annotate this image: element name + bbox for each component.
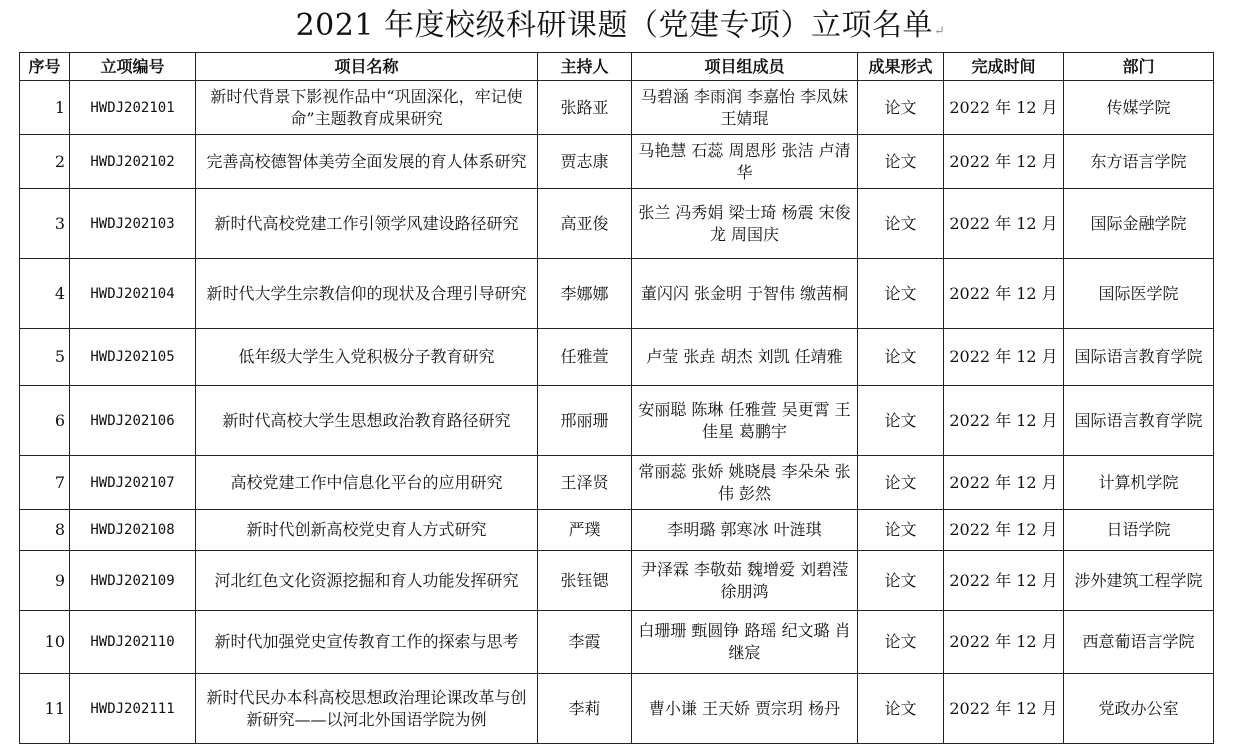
department: 国际医学院 bbox=[1064, 259, 1214, 329]
result-form: 论文 bbox=[858, 674, 944, 744]
project-members: 马碧涵 李雨润 李嘉怡 李凤妹 王婧琨 bbox=[632, 81, 858, 135]
document-title bbox=[0, 6, 1241, 46]
table-row bbox=[20, 81, 1214, 135]
project-code: HWDJ202101 bbox=[70, 81, 196, 135]
project-members: 白珊珊 甄圆铮 路瑶 纪文璐 肖继宸 bbox=[632, 611, 858, 674]
project-name: 高校党建工作中信息化平台的应用研究 bbox=[196, 456, 538, 510]
project-members: 曹小谦 王天娇 贾宗玥 杨丹 bbox=[632, 674, 858, 744]
completion-time: 2022 年 12 月 bbox=[944, 551, 1064, 611]
project-members: 李明璐 郭寒冰 叶涟琪 bbox=[632, 510, 858, 551]
result-form: 论文 bbox=[858, 135, 944, 189]
paragraph-mark-icon: ↵ bbox=[933, 24, 946, 39]
result-form: 论文 bbox=[858, 386, 944, 456]
project-host: 李娜娜 bbox=[538, 259, 632, 329]
result-form: 论文 bbox=[858, 329, 944, 386]
row-number: 1 bbox=[20, 81, 70, 135]
table-row bbox=[20, 259, 1214, 329]
header-cell: 序号 bbox=[20, 53, 70, 81]
completion-time: 2022 年 12 月 bbox=[944, 135, 1064, 189]
table-row bbox=[20, 674, 1214, 744]
completion-time: 2022 年 12 月 bbox=[944, 611, 1064, 674]
project-members: 张兰 冯秀娟 梁士琦 杨震 宋俊龙 周国庆 bbox=[632, 189, 858, 259]
header-cell: 主持人 bbox=[538, 53, 632, 81]
project-members: 卢莹 张垚 胡杰 刘凯 任靖雅 bbox=[632, 329, 858, 386]
document-title-text: 2021 年度校级科研课题（党建专项）立项名单 bbox=[295, 8, 933, 43]
completion-time: 2022 年 12 月 bbox=[944, 329, 1064, 386]
table-row bbox=[20, 135, 1214, 189]
result-form: 论文 bbox=[858, 551, 944, 611]
project-host: 邢丽珊 bbox=[538, 386, 632, 456]
project-name: 完善高校德智体美劳全面发展的育人体系研究 bbox=[196, 135, 538, 189]
department: 传媒学院 bbox=[1064, 81, 1214, 135]
completion-time: 2022 年 12 月 bbox=[944, 259, 1064, 329]
table-header-row bbox=[20, 53, 1214, 81]
project-host: 张钰锶 bbox=[538, 551, 632, 611]
project-code: HWDJ202104 bbox=[70, 259, 196, 329]
result-form: 论文 bbox=[858, 456, 944, 510]
project-host: 王泽贤 bbox=[538, 456, 632, 510]
result-form: 论文 bbox=[858, 611, 944, 674]
table-row bbox=[20, 386, 1214, 456]
project-host: 李莉 bbox=[538, 674, 632, 744]
completion-time: 2022 年 12 月 bbox=[944, 81, 1064, 135]
project-name: 新时代加强党史宣传教育工作的探索与思考 bbox=[196, 611, 538, 674]
project-code: HWDJ202109 bbox=[70, 551, 196, 611]
project-code: HWDJ202107 bbox=[70, 456, 196, 510]
result-form: 论文 bbox=[858, 81, 944, 135]
department: 东方语言学院 bbox=[1064, 135, 1214, 189]
project-name: 新时代民办本科高校思想政治理论课改革与创新研究——以河北外国语学院为例 bbox=[196, 674, 538, 744]
completion-time: 2022 年 12 月 bbox=[944, 674, 1064, 744]
department: 涉外建筑工程学院 bbox=[1064, 551, 1214, 611]
row-number: 2 bbox=[20, 135, 70, 189]
result-form: 论文 bbox=[858, 510, 944, 551]
header-cell: 项目名称 bbox=[196, 53, 538, 81]
row-number: 5 bbox=[20, 329, 70, 386]
project-name: 新时代高校大学生思想政治教育路径研究 bbox=[196, 386, 538, 456]
project-members: 马艳慧 石蕊 周恩彤 张洁 卢清华 bbox=[632, 135, 858, 189]
department: 国际金融学院 bbox=[1064, 189, 1214, 259]
project-host: 张路亚 bbox=[538, 81, 632, 135]
project-code: HWDJ202110 bbox=[70, 611, 196, 674]
header-cell: 立项编号 bbox=[70, 53, 196, 81]
table-row bbox=[20, 510, 1214, 551]
table-row bbox=[20, 456, 1214, 510]
table-row bbox=[20, 551, 1214, 611]
project-code: HWDJ202102 bbox=[70, 135, 196, 189]
department: 西意葡语言学院 bbox=[1064, 611, 1214, 674]
project-members: 安丽聪 陈琳 任雅萱 吴更霄 王佳星 葛鹏宇 bbox=[632, 386, 858, 456]
project-host: 任雅萱 bbox=[538, 329, 632, 386]
header-cell: 完成时间 bbox=[944, 53, 1064, 81]
header-cell: 部门 bbox=[1064, 53, 1214, 81]
department: 国际语言教育学院 bbox=[1064, 386, 1214, 456]
project-name: 河北红色文化资源挖掘和育人功能发挥研究 bbox=[196, 551, 538, 611]
row-number: 11 bbox=[20, 674, 70, 744]
project-name: 低年级大学生入党积极分子教育研究 bbox=[196, 329, 538, 386]
project-name: 新时代大学生宗教信仰的现状及合理引导研究 bbox=[196, 259, 538, 329]
project-code: HWDJ202103 bbox=[70, 189, 196, 259]
row-number: 8 bbox=[20, 510, 70, 551]
project-name: 新时代背景下影视作品中“巩固深化，牢记使命”主题教育成果研究 bbox=[196, 81, 538, 135]
department: 党政办公室 bbox=[1064, 674, 1214, 744]
header-cell: 项目组成员 bbox=[632, 53, 858, 81]
department: 国际语言教育学院 bbox=[1064, 329, 1214, 386]
project-code: HWDJ202105 bbox=[70, 329, 196, 386]
project-members: 董闪闪 张金明 于智伟 缴茜桐 bbox=[632, 259, 858, 329]
row-number: 9 bbox=[20, 551, 70, 611]
project-host: 高亚俊 bbox=[538, 189, 632, 259]
row-number: 6 bbox=[20, 386, 70, 456]
project-name: 新时代高校党建工作引领学风建设路径研究 bbox=[196, 189, 538, 259]
project-code: HWDJ202106 bbox=[70, 386, 196, 456]
department: 日语学院 bbox=[1064, 510, 1214, 551]
row-number: 4 bbox=[20, 259, 70, 329]
table-row bbox=[20, 329, 1214, 386]
completion-time: 2022 年 12 月 bbox=[944, 510, 1064, 551]
project-members: 尹泽霖 李敬茹 魏增爱 刘碧滢 徐朋鸿 bbox=[632, 551, 858, 611]
project-code: HWDJ202111 bbox=[70, 674, 196, 744]
project-table bbox=[19, 52, 1214, 744]
project-host: 李霞 bbox=[538, 611, 632, 674]
completion-time: 2022 年 12 月 bbox=[944, 456, 1064, 510]
table-row bbox=[20, 189, 1214, 259]
completion-time: 2022 年 12 月 bbox=[944, 386, 1064, 456]
completion-time: 2022 年 12 月 bbox=[944, 189, 1064, 259]
header-cell: 成果形式 bbox=[858, 53, 944, 81]
project-members: 常丽蕊 张娇 姚晓晨 李朵朵 张伟 彭然 bbox=[632, 456, 858, 510]
project-code: HWDJ202108 bbox=[70, 510, 196, 551]
project-name: 新时代创新高校党史育人方式研究 bbox=[196, 510, 538, 551]
row-number: 7 bbox=[20, 456, 70, 510]
row-number: 3 bbox=[20, 189, 70, 259]
department: 计算机学院 bbox=[1064, 456, 1214, 510]
result-form: 论文 bbox=[858, 189, 944, 259]
project-host: 贾志康 bbox=[538, 135, 632, 189]
row-number: 10 bbox=[20, 611, 70, 674]
project-host: 严璞 bbox=[538, 510, 632, 551]
result-form: 论文 bbox=[858, 259, 944, 329]
table-row bbox=[20, 611, 1214, 674]
